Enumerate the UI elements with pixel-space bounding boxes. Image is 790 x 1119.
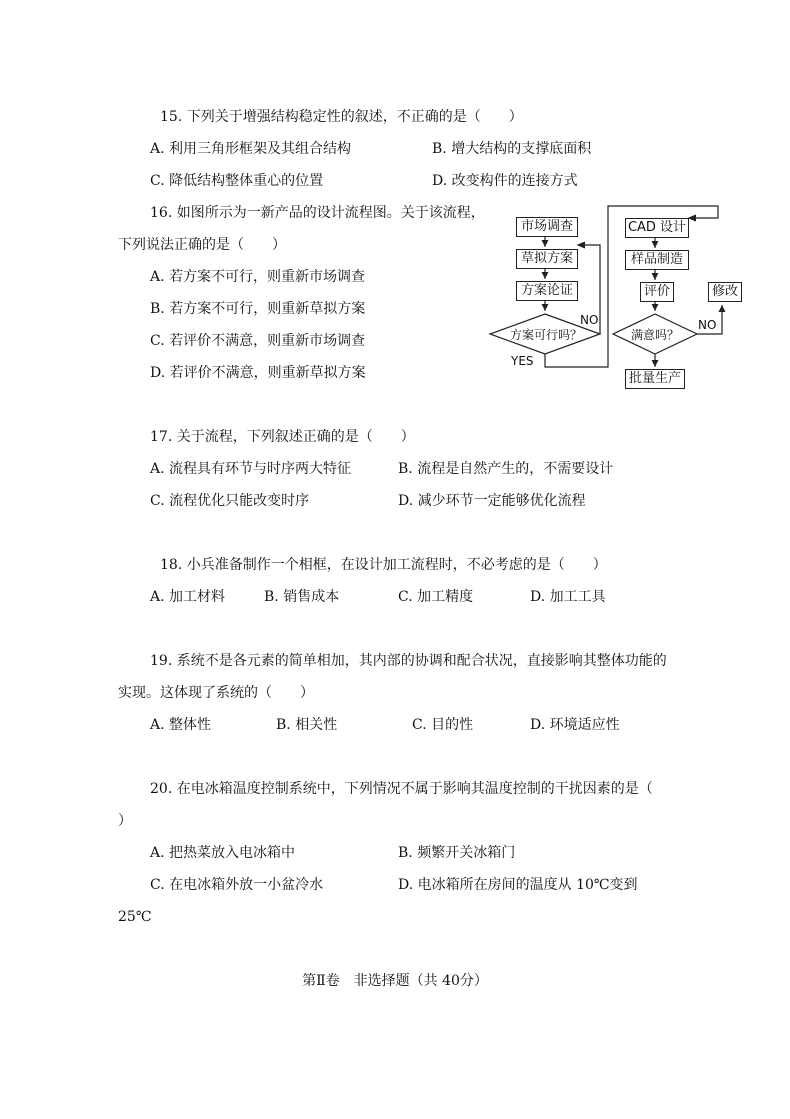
flow-step-mass-production: 批量生产: [625, 369, 685, 389]
q16-option-a: A. 若方案不可行，则重新市场调查: [150, 269, 366, 285]
q17-option-b: B. 流程是自然产生的，不需要设计: [398, 461, 614, 477]
q19-option-a: A. 整体性: [150, 717, 212, 733]
q20-option-a: A. 把热菜放入电冰箱中: [150, 845, 296, 861]
flow-decision-feasible: 方案可行吗？: [509, 328, 582, 342]
q17-option-a: A. 流程具有环节与时序两大特征: [150, 461, 352, 477]
q17-stem: 17. 关于流程，下列叙述正确的是（ ）: [150, 429, 415, 445]
flow-step-draft-plan: 草拟方案: [516, 249, 578, 269]
q19-stem-line2: 实现。这体现了系统的（ ）: [118, 685, 314, 701]
q15-stem: 15. 下列关于增强结构稳定性的叙述，不正确的是（ ）: [160, 109, 523, 125]
q17-option-d: D. 减少环节一定能够优化流程: [398, 493, 586, 509]
q20-option-b: B. 频繁开关冰箱门: [398, 845, 516, 861]
q19-option-d: D. 环境适应性: [530, 717, 620, 733]
q16-stem-line2: 下列说法正确的是（ ）: [118, 237, 286, 253]
flow-step-modify: 修改: [708, 282, 742, 302]
flow-left-no-label: NO: [580, 313, 599, 327]
flow-right-no-label: NO: [698, 318, 717, 332]
q19-option-b: B. 相关性: [276, 717, 338, 733]
flow-step-evaluation: 评价: [640, 282, 674, 302]
q20-option-c: C. 在电冰箱外放一小盆冷水: [150, 877, 324, 893]
flow-decision-satisfied: 满意吗？: [630, 328, 679, 342]
q18-option-b: B. 销售成本: [264, 589, 340, 605]
q18-option-c: C. 加工精度: [398, 589, 474, 605]
q18-stem: 18. 小兵准备制作一个相框，在设计加工流程时，不必考虑的是（ ）: [160, 557, 607, 573]
q16-option-d: D. 若评价不满意，则重新草拟方案: [150, 365, 366, 381]
q20-stem-line1: 20. 在电冰箱温度控制系统中，下列情况不属于影响其温度控制的干扰因素的是（: [150, 781, 653, 797]
q20-option-d: D. 电冰箱所在房间的温度从 10℃变到: [398, 877, 638, 893]
q19-option-c: C. 目的性: [412, 717, 474, 733]
q15-option-b: B. 增大结构的支撑底面积: [432, 141, 592, 157]
q19-stem-line1: 19. 系统不是各元素的简单相加，其内部的协调和配合状况，直接影响其整体功能的: [150, 653, 667, 669]
q18-option-d: D. 加工工具: [530, 589, 606, 605]
q15-option-d: D. 改变构件的连接方式: [432, 173, 578, 189]
flow-step-market-survey: 市场调查: [516, 217, 578, 237]
flow-left-yes-label: YES: [511, 354, 534, 368]
flow-step-sample-making: 样品制造: [625, 250, 689, 270]
q16-option-c: C. 若评价不满意，则重新市场调查: [150, 333, 366, 349]
q15-option-c: C. 降低结构整体重心的位置: [150, 173, 324, 189]
q15-option-a: A. 利用三角形框架及其组合结构: [150, 141, 352, 157]
q16-option-b: B. 若方案不可行，则重新草拟方案: [150, 301, 366, 317]
q20-option-d-continued: 25℃: [118, 909, 152, 925]
flow-step-plan-review: 方案论证: [516, 281, 578, 301]
q20-stem-line2: ）: [118, 813, 132, 829]
flow-step-cad-design: CAD 设计: [625, 218, 689, 238]
q17-option-c: C. 流程优化只能改变时序: [150, 493, 310, 509]
q16-stem-line1: 16. 如图所示为一新产品的设计流程图。关于该流程，: [150, 205, 485, 221]
section-2-title: 第Ⅱ卷 非选择题（共 40分）: [302, 973, 488, 989]
q18-option-a: A. 加工材料: [150, 589, 226, 605]
